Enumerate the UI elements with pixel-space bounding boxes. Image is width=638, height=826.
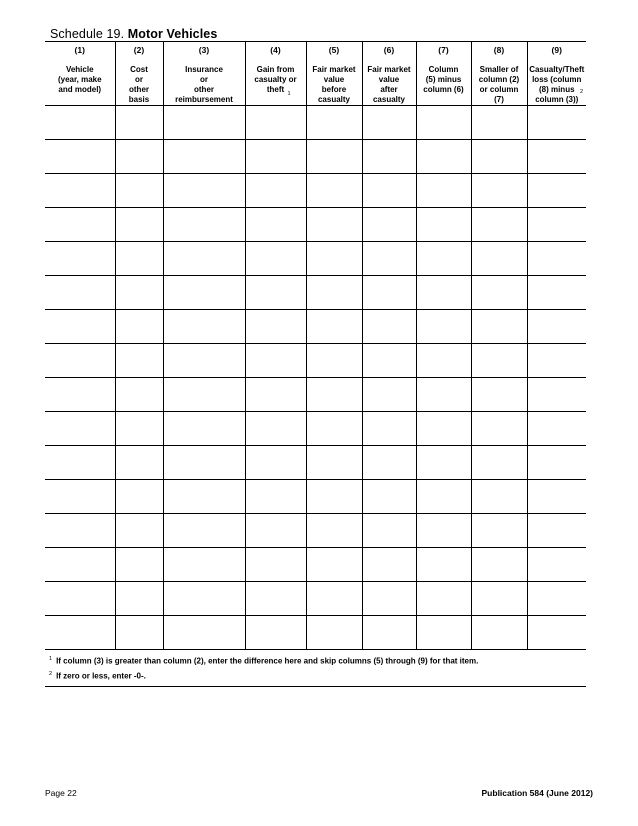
entry-cell[interactable]	[416, 548, 471, 582]
entry-cell[interactable]	[416, 514, 471, 548]
table-row	[45, 378, 586, 412]
table-row	[45, 174, 586, 208]
entry-cell[interactable]	[115, 106, 163, 140]
entry-cell[interactable]	[471, 412, 527, 446]
entry-cell[interactable]	[245, 242, 306, 276]
entry-cell[interactable]	[245, 140, 306, 174]
entry-cell[interactable]	[527, 514, 586, 548]
entry-cell[interactable]	[471, 548, 527, 582]
table-row	[45, 242, 586, 276]
column-header-line: value	[323, 75, 345, 84]
column-number: (1)	[74, 45, 85, 55]
entry-cell[interactable]	[527, 106, 586, 140]
column-header-line: column (2)	[478, 75, 520, 84]
entry-cell[interactable]	[163, 140, 245, 174]
entry-cell[interactable]	[527, 310, 586, 344]
entry-cell[interactable]	[163, 446, 245, 480]
entry-cell[interactable]	[416, 208, 471, 242]
entry-cell[interactable]	[416, 174, 471, 208]
entry-cell[interactable]	[362, 242, 416, 276]
column-header-1	[45, 42, 115, 106]
entry-cell[interactable]	[416, 106, 471, 140]
page-number: Page 22	[45, 788, 77, 798]
column-header-line: value	[378, 75, 400, 84]
entry-cell[interactable]	[163, 242, 245, 276]
entry-cell[interactable]	[115, 412, 163, 446]
entry-cell[interactable]	[115, 174, 163, 208]
entry-cell[interactable]	[163, 106, 245, 140]
entry-cell[interactable]	[245, 106, 306, 140]
footnote-1	[45, 653, 586, 668]
entry-cell[interactable]	[245, 344, 306, 378]
entry-cell[interactable]	[471, 174, 527, 208]
entry-cell[interactable]	[163, 514, 245, 548]
table-row	[45, 412, 586, 446]
column-header-line: reimbursement	[175, 95, 233, 104]
entry-cell[interactable]	[115, 446, 163, 480]
column-header-line: or	[200, 75, 208, 84]
column-header-line: Gain from	[256, 65, 295, 74]
entry-cell[interactable]	[527, 446, 586, 480]
entry-cell[interactable]	[163, 412, 245, 446]
column-header-7	[416, 42, 471, 106]
entry-cell[interactable]	[527, 378, 586, 412]
entry-cell[interactable]	[306, 140, 362, 174]
entry-cell[interactable]	[362, 514, 416, 548]
entry-cell[interactable]	[306, 548, 362, 582]
column-number: (2)	[133, 45, 145, 55]
column-header-line: other	[129, 85, 149, 94]
entry-cell[interactable]	[306, 344, 362, 378]
entry-cell[interactable]	[306, 276, 362, 310]
entry-cell[interactable]	[45, 446, 115, 480]
entry-cell[interactable]	[163, 276, 245, 310]
entry-cell[interactable]	[471, 582, 527, 616]
table-row	[45, 276, 586, 310]
entry-cell[interactable]	[471, 514, 527, 548]
column-number: (6)	[383, 45, 395, 55]
entry-cell[interactable]	[245, 378, 306, 412]
entry-cell[interactable]	[115, 514, 163, 548]
entry-cell[interactable]	[115, 548, 163, 582]
entry-cell[interactable]	[527, 548, 586, 582]
footnote-ref: 2	[49, 670, 53, 677]
table-row	[45, 548, 586, 582]
entry-cell[interactable]	[45, 548, 115, 582]
entry-cell[interactable]	[306, 582, 362, 616]
entry-cell[interactable]	[416, 616, 471, 650]
entry-cell[interactable]	[163, 616, 245, 650]
footnote-2	[45, 668, 586, 683]
entry-cell[interactable]	[306, 310, 362, 344]
entry-cell[interactable]	[306, 106, 362, 140]
table-row	[45, 208, 586, 242]
column-header-line: (year, make	[57, 75, 102, 84]
entry-cell[interactable]	[245, 208, 306, 242]
entry-cell[interactable]	[416, 344, 471, 378]
entry-cell[interactable]	[471, 106, 527, 140]
column-header-6	[362, 42, 416, 106]
entry-cell[interactable]	[527, 616, 586, 650]
table-row	[45, 446, 586, 480]
entry-cell[interactable]	[115, 208, 163, 242]
entry-cell[interactable]	[527, 140, 586, 174]
column-header-line: Insurance	[185, 65, 223, 74]
entry-cell[interactable]	[45, 208, 115, 242]
entry-cell[interactable]	[527, 276, 586, 310]
entry-cell[interactable]	[362, 378, 416, 412]
table-row	[45, 582, 586, 616]
entry-cell[interactable]	[471, 276, 527, 310]
entry-cell[interactable]	[362, 616, 416, 650]
entry-cell[interactable]	[45, 480, 115, 514]
entry-cell[interactable]	[45, 242, 115, 276]
entry-cell[interactable]	[471, 378, 527, 412]
entry-cell[interactable]	[45, 106, 115, 140]
entry-cell[interactable]	[115, 242, 163, 276]
entry-cell[interactable]	[362, 208, 416, 242]
entry-cell[interactable]	[471, 480, 527, 514]
entry-cell[interactable]	[306, 480, 362, 514]
column-header-line: Cost	[130, 65, 148, 74]
entry-cell[interactable]	[527, 208, 586, 242]
column-header-line: other	[194, 85, 214, 94]
column-header-9	[527, 42, 586, 106]
table-row	[45, 480, 586, 514]
column-header-line: Fair market	[312, 65, 356, 74]
footnotes	[45, 649, 586, 687]
header-row	[45, 42, 586, 106]
entry-cell[interactable]	[362, 480, 416, 514]
entry-cell[interactable]	[362, 582, 416, 616]
column-header-line: casualty	[317, 95, 351, 104]
entry-cell[interactable]	[527, 480, 586, 514]
publication-label: Publication 584 (June 2012)	[481, 788, 593, 798]
table-body	[45, 106, 586, 650]
column-header-line: column (6)	[423, 85, 464, 94]
entry-cell[interactable]	[416, 446, 471, 480]
entry-cell[interactable]	[163, 208, 245, 242]
entry-cell[interactable]	[45, 412, 115, 446]
entry-cell[interactable]	[416, 276, 471, 310]
entry-cell[interactable]	[471, 344, 527, 378]
entry-cell[interactable]	[115, 310, 163, 344]
schedule-name: Motor Vehicles	[127, 27, 218, 41]
table-row	[45, 514, 586, 548]
entry-cell[interactable]	[471, 310, 527, 344]
column-header-line: theft	[266, 85, 285, 94]
footnote-ref: 1	[49, 656, 53, 662]
entry-cell[interactable]	[362, 174, 416, 208]
entry-cell[interactable]	[245, 276, 306, 310]
schedule-table	[45, 41, 586, 649]
entry-cell[interactable]	[245, 616, 306, 650]
column-header-8	[471, 42, 527, 106]
entry-cell[interactable]	[306, 616, 362, 650]
column-header-line: Smaller of	[479, 65, 519, 74]
column-header-line: (8) minus	[538, 85, 575, 94]
entry-cell[interactable]	[416, 140, 471, 174]
entry-cell[interactable]	[306, 446, 362, 480]
column-header-line: Fair market	[367, 65, 411, 74]
entry-cell[interactable]	[245, 412, 306, 446]
entry-cell[interactable]	[527, 242, 586, 276]
schedule-number: Schedule 19.	[50, 27, 125, 41]
entry-cell[interactable]	[306, 412, 362, 446]
column-header-4	[245, 42, 306, 106]
column-header-line: and model)	[58, 85, 102, 94]
entry-cell[interactable]	[245, 446, 306, 480]
column-header-5	[306, 42, 362, 106]
column-header-line: column (3))	[535, 95, 579, 104]
column-header-line: (7)	[494, 95, 504, 104]
entry-cell[interactable]	[163, 582, 245, 616]
column-number: (3)	[198, 45, 210, 55]
entry-cell[interactable]	[527, 412, 586, 446]
entry-cell[interactable]	[245, 480, 306, 514]
table-row	[45, 344, 586, 378]
column-header-2	[115, 42, 163, 106]
entry-cell[interactable]	[245, 548, 306, 582]
column-header-line: casualty	[372, 95, 406, 104]
column-header-3	[163, 42, 245, 106]
column-header-line: loss (column	[532, 75, 582, 84]
entry-cell[interactable]	[471, 616, 527, 650]
entry-cell[interactable]	[471, 140, 527, 174]
column-number: (5)	[328, 45, 340, 55]
entry-cell[interactable]	[416, 480, 471, 514]
footnote-ref-2: 2	[579, 89, 583, 95]
schedule-title	[50, 27, 217, 41]
entry-cell[interactable]	[115, 582, 163, 616]
column-header-line: Column	[428, 65, 459, 74]
entry-cell[interactable]	[416, 582, 471, 616]
entry-cell[interactable]	[245, 174, 306, 208]
entry-cell[interactable]	[306, 514, 362, 548]
entry-cell[interactable]	[362, 106, 416, 140]
column-header-line: Vehicle	[65, 65, 94, 74]
entry-cell[interactable]	[416, 378, 471, 412]
entry-cell[interactable]	[163, 378, 245, 412]
entry-cell[interactable]	[115, 616, 163, 650]
entry-cell[interactable]	[416, 310, 471, 344]
entry-cell[interactable]	[527, 344, 586, 378]
footnote-text: If zero or less, enter -0-.	[56, 671, 146, 681]
table-row	[45, 616, 586, 650]
entry-cell[interactable]	[362, 412, 416, 446]
entry-cell[interactable]	[163, 548, 245, 582]
entry-cell[interactable]	[416, 242, 471, 276]
entry-cell[interactable]	[362, 310, 416, 344]
entry-cell[interactable]	[115, 480, 163, 514]
column-header-line: before	[321, 85, 347, 94]
entry-cell[interactable]	[163, 344, 245, 378]
entry-cell[interactable]	[115, 344, 163, 378]
footnote-ref-1: 1	[287, 91, 291, 97]
entry-cell[interactable]	[163, 480, 245, 514]
entry-cell[interactable]	[362, 548, 416, 582]
entry-cell[interactable]	[245, 310, 306, 344]
entry-cell[interactable]	[163, 174, 245, 208]
column-number: (8)	[493, 45, 505, 55]
entry-cell[interactable]	[471, 208, 527, 242]
entry-cell[interactable]	[45, 378, 115, 412]
table-row	[45, 106, 586, 140]
entry-cell[interactable]	[245, 514, 306, 548]
entry-cell[interactable]	[245, 582, 306, 616]
entry-cell[interactable]	[471, 242, 527, 276]
entry-cell[interactable]	[45, 344, 115, 378]
footnote-text: If column (3) is greater than column (2), enter the difference here and skip columns (5) through (9) for that item.	[56, 656, 479, 666]
entry-cell[interactable]	[362, 140, 416, 174]
entry-cell[interactable]	[527, 582, 586, 616]
column-header-line: casualty or	[254, 75, 297, 84]
column-header-line: after	[380, 85, 398, 94]
entry-cell[interactable]	[306, 174, 362, 208]
entry-cell[interactable]	[416, 412, 471, 446]
column-number: (9)	[551, 45, 562, 55]
table-row	[45, 310, 586, 344]
entry-cell[interactable]	[45, 310, 115, 344]
table-row	[45, 140, 586, 174]
entry-cell[interactable]	[115, 276, 163, 310]
entry-cell[interactable]	[45, 514, 115, 548]
entry-cell[interactable]	[45, 582, 115, 616]
entry-cell[interactable]	[471, 446, 527, 480]
entry-cell[interactable]	[45, 174, 115, 208]
entry-cell[interactable]	[362, 344, 416, 378]
entry-cell[interactable]	[527, 174, 586, 208]
column-header-line: Casualty/Theft	[529, 65, 585, 74]
entry-cell[interactable]	[306, 378, 362, 412]
entry-cell[interactable]	[45, 140, 115, 174]
column-header-line: (5) minus	[425, 75, 462, 84]
column-number: (7)	[438, 45, 449, 55]
column-header-line: or	[135, 75, 143, 84]
entry-cell[interactable]	[306, 208, 362, 242]
entry-cell[interactable]	[45, 276, 115, 310]
entry-cell[interactable]	[306, 242, 362, 276]
column-header-line: basis	[128, 95, 150, 104]
column-header-line: or column	[479, 85, 519, 94]
entry-cell[interactable]	[45, 616, 115, 650]
entry-cell[interactable]	[115, 378, 163, 412]
entry-cell[interactable]	[362, 276, 416, 310]
entry-cell[interactable]	[115, 140, 163, 174]
entry-cell[interactable]	[362, 446, 416, 480]
column-number: (4)	[270, 45, 281, 55]
entry-cell[interactable]	[163, 310, 245, 344]
